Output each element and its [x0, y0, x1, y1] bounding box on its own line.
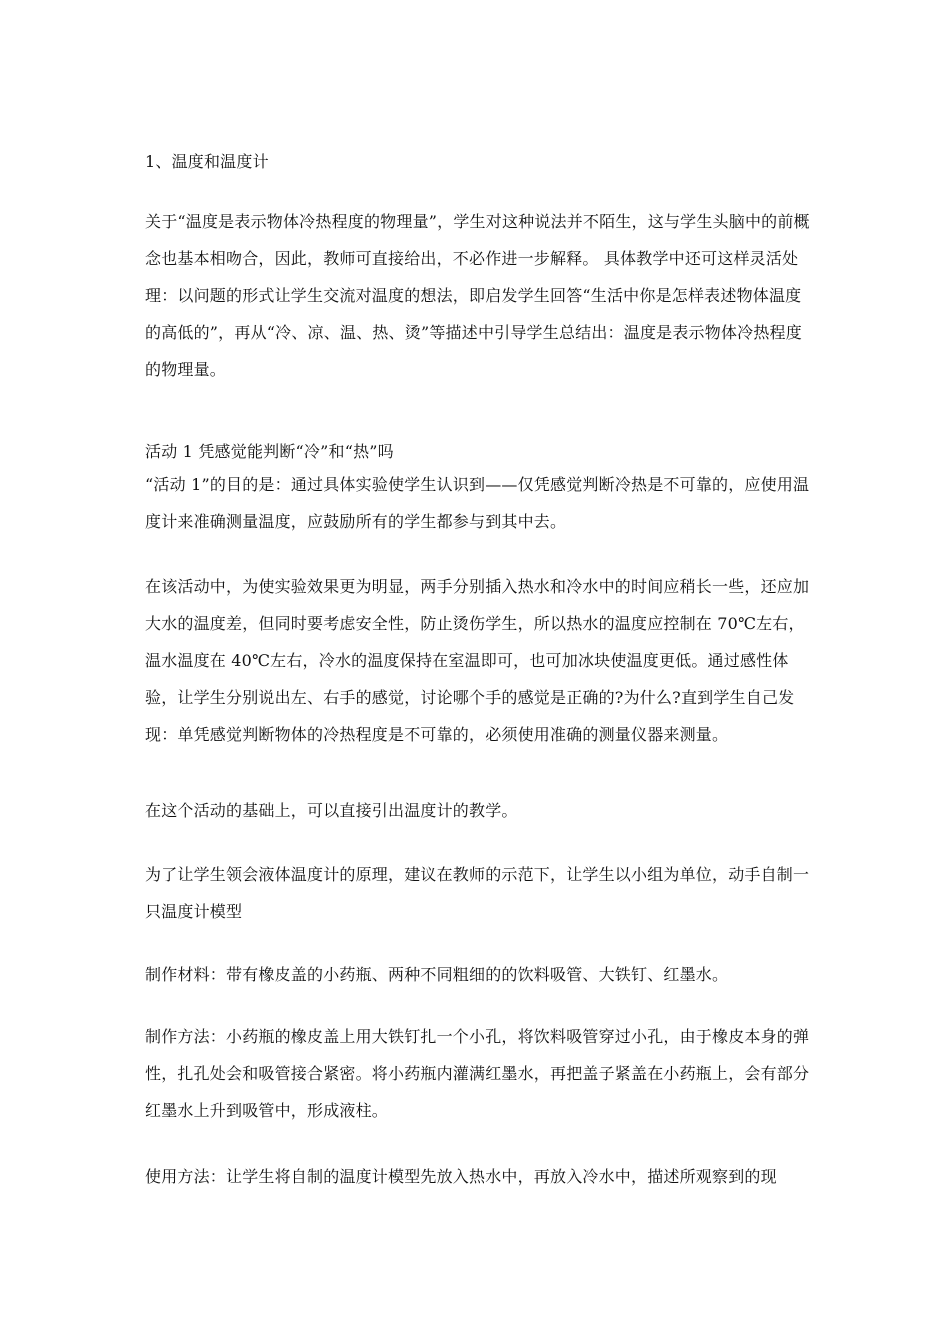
- model-paragraph: 为了让学生领会液体温度计的原理，建议在教师的示范下，让学生以小组为单位，动手自制一只温度计模型: [145, 865, 810, 921]
- method-paragraph: 制作方法：小药瓶的橡皮盖上用大铁钉扎一个小孔，将饮料吸管穿过小孔，由于橡皮本身的弹性，扎孔处会和吸管接合紧密。将小药瓶内灌满红墨水，再把盖子紧盖在小药瓶上，会有部分红墨水上升到吸管中，形成液柱。: [145, 1027, 810, 1120]
- activity-purpose-paragraph: “活动 1”的目的是：通过具体实验使学生认识到——仅凭感觉判断冷热是不可靠的，应使用温度计来准确测量温度，应鼓励所有的学生都参与到其中去。: [145, 475, 810, 531]
- activity-title: 活动 1 凭感觉能判断“冷”和“热”吗: [145, 442, 394, 461]
- activity-details-paragraph: 在该活动中，为使实验效果更为明显，两手分别插入热水和冷水中的时间应稍长一些，还应加大水的温度差，但同时要考虑安全性，防止烫伤学生，所以热水的温度应控制在 70℃左右，温水温度在 40℃左右，冷水的温度保持在室温即可，也可加冰块使温度更低。通过感性体验，让学生分别说出左、右手的感觉，讨论哪个手的感觉是正确的?为什么?直到学生自己发现：单凭感觉判断物体的冷热程度是不可靠的，必须使用准确的测量仪器来测量。: [145, 577, 810, 744]
- usage-paragraph: 使用方法：让学生将自制的温度计模型先放入热水中，再放入冷水中，描述所观察到的现: [145, 1167, 777, 1186]
- intro-paragraph: 关于“温度是表示物体冷热程度的物理量”，学生对这种说法并不陌生，这与学生头脑中的前概念也基本相吻合，因此，教师可直接给出，不必作进一步解释。 具体教学中还可这样灵活处理：以问题的形式让学生交流对温度的想法，即启发学生回答“生活中你是怎样表述物体温度的高低的”，再从“冷、凉、温、热、烫”等描述中引导学生总结出：温度是表示物体冷热程度的物理量。: [145, 212, 810, 379]
- basis-paragraph: 在这个活动的基础上，可以直接引出温度计的教学。: [145, 801, 518, 820]
- section-heading: 1、温度和温度计: [145, 152, 269, 171]
- materials-paragraph: 制作材料：带有橡皮盖的小药瓶、两种不同粗细的的饮料吸管、大铁钉、红墨水。: [145, 965, 729, 984]
